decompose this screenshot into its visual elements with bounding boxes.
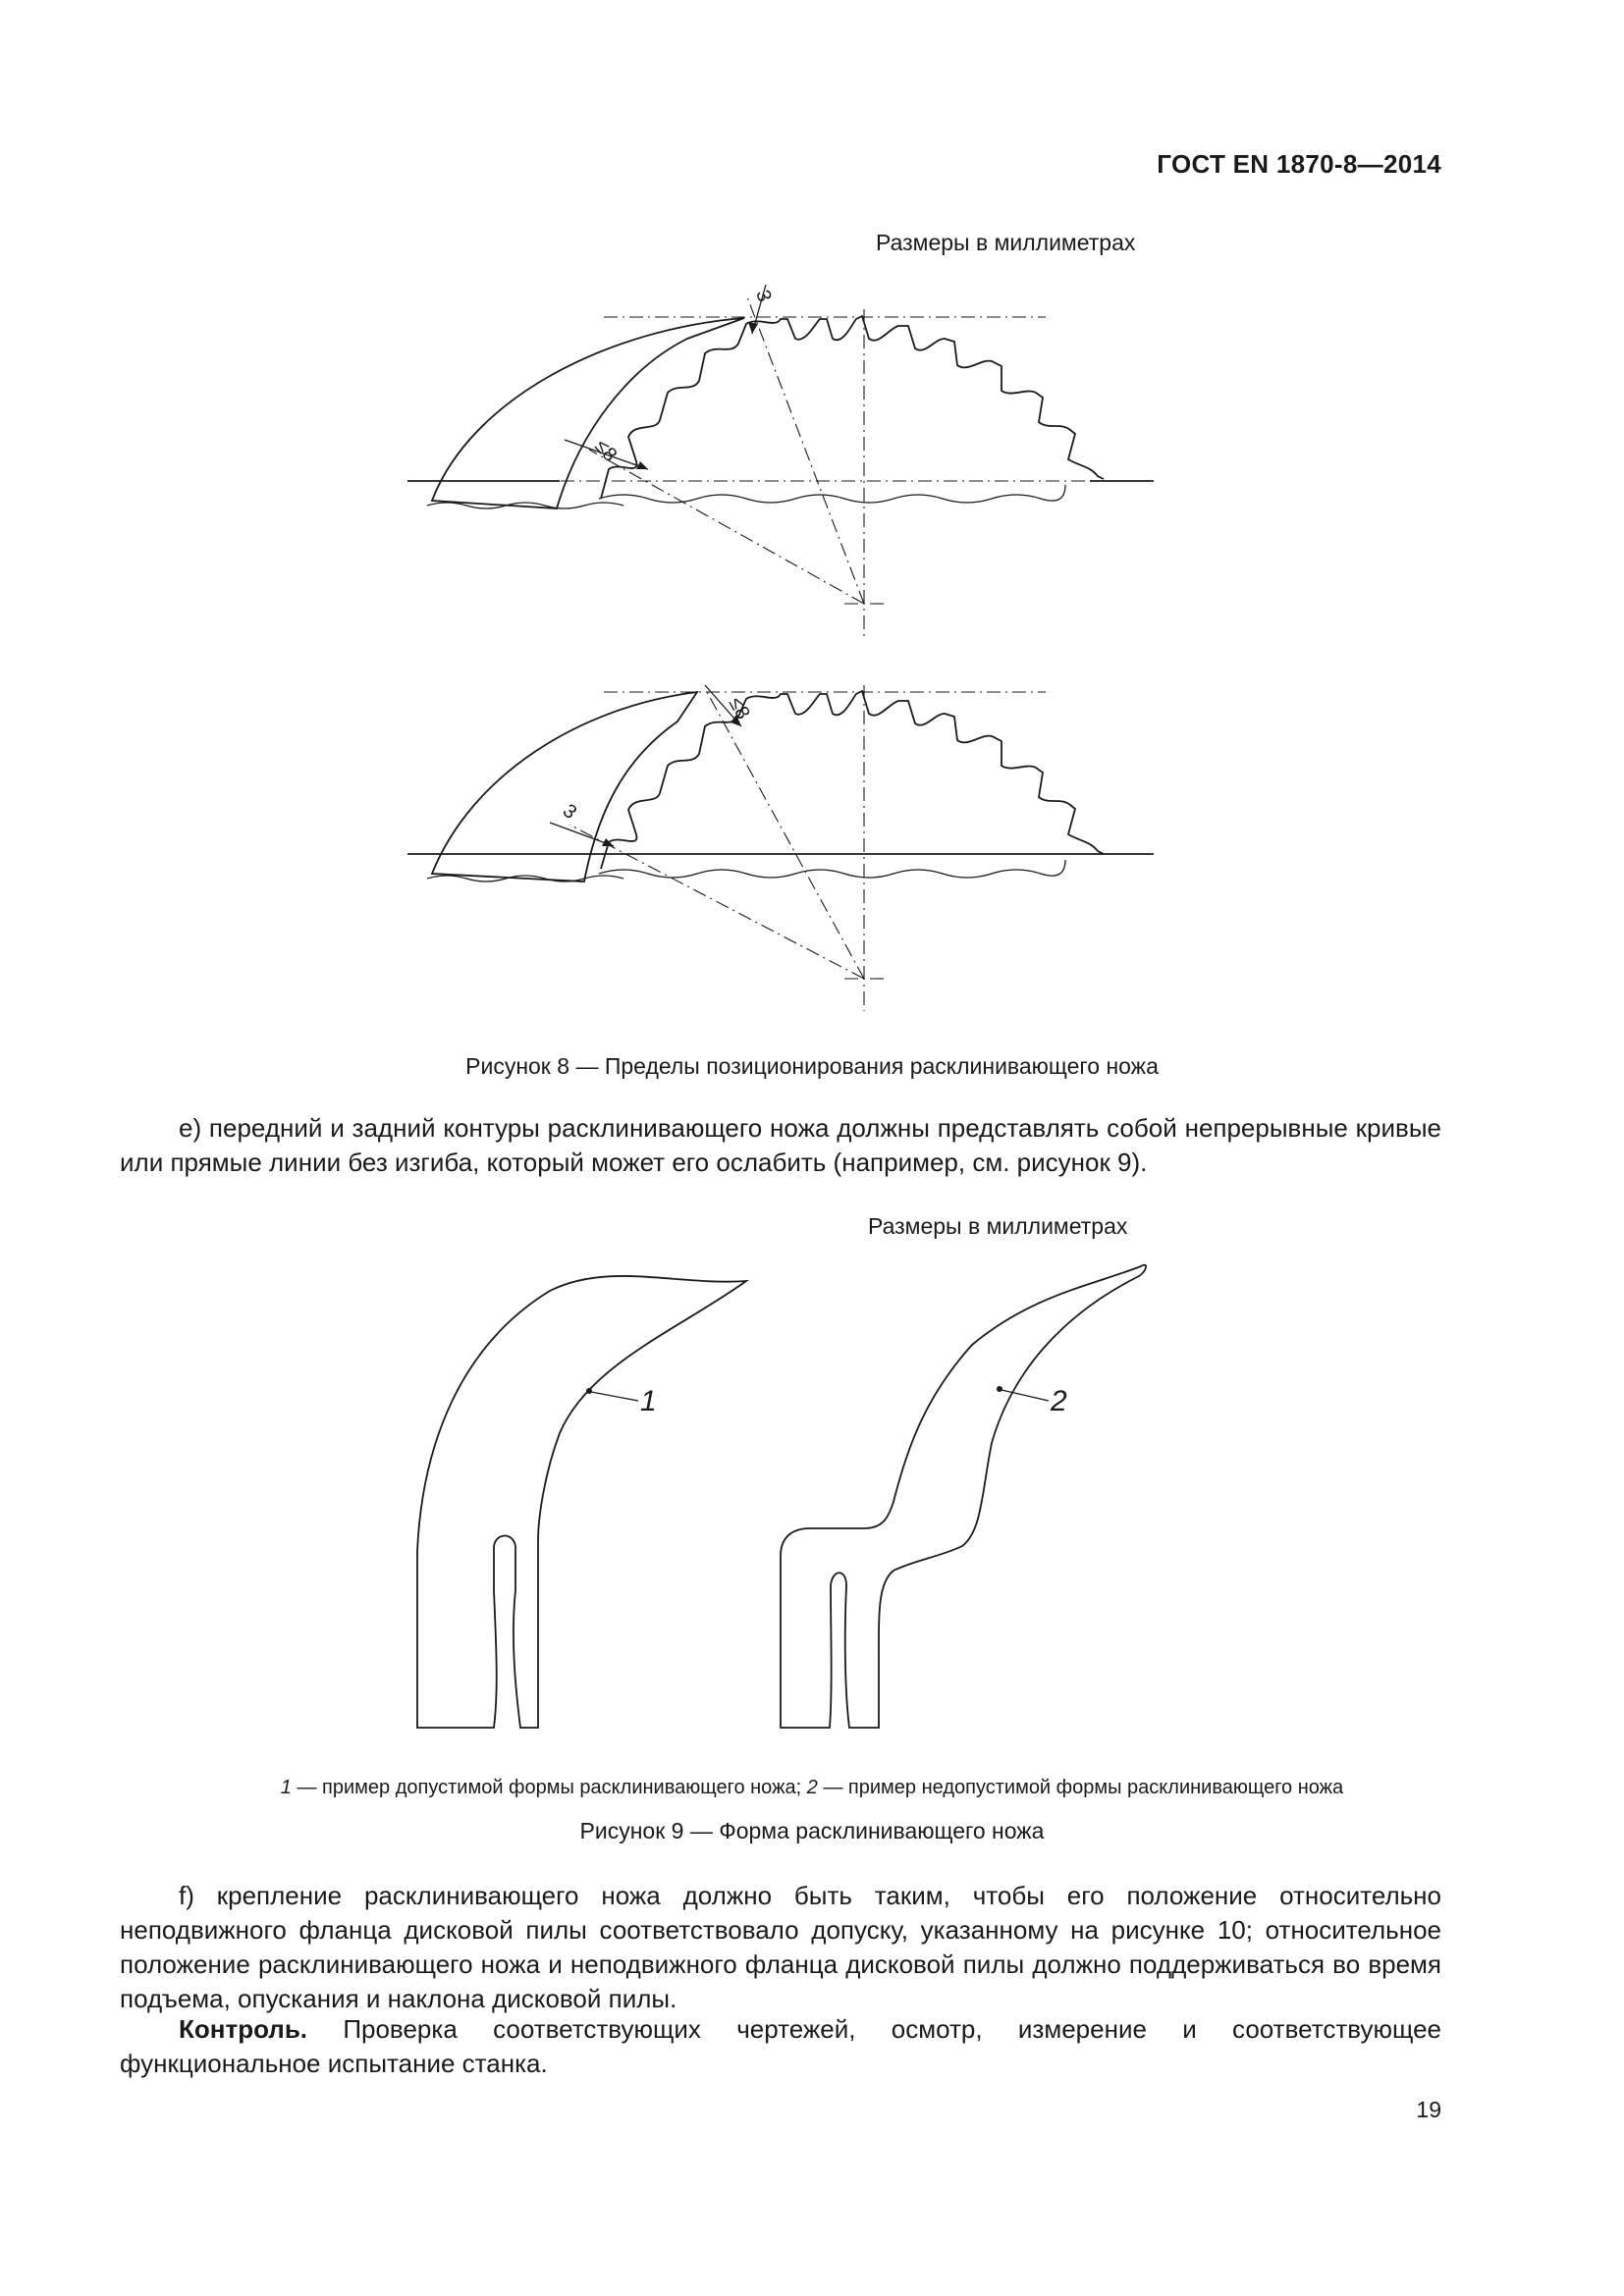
figure8-top-drawing [407, 285, 1154, 638]
legend-text-2: — пример недопустимой формы расклинивающего ножа [817, 1777, 1344, 1798]
figure9-label-1: 1 [640, 1385, 657, 1417]
control-lead: Контроль. [179, 2014, 308, 2044]
figure8-units-note: Размеры в миллиметрах [876, 230, 1136, 255]
legend-num-2: 2 [806, 1777, 818, 1798]
paragraph-f: f) крепление расклинивающего ножа должно быть таким, чтобы его положение относительно неподвижного фланца дисковой пилы соответствовало допуску, указанному на рисунке 10; относительное положение расклинивающего ножа и неподвижного фланца дисковой пилы должно поддерживаться во время подъема, опускания и наклона дисковой пилы. [120, 1881, 1441, 2013]
page-number: 19 [1416, 2097, 1441, 2122]
figure9-legend [0, 1777, 1624, 1799]
legend-text-1: — пример допустимой формы расклинивающего ножа; [291, 1777, 807, 1798]
paragraph-e: е) передний и задний контуры расклинивающего ножа должны представлять собой непрерывные кривые или прямые линии без изгиба, который может его ослабить (например, см. рисунок 9). [120, 1113, 1441, 1177]
figure9-units-note: Размеры в миллиметрах [868, 1213, 1128, 1239]
standard-code: ГОСТ EN 1870-8—2014 [1157, 149, 1441, 179]
figure8-caption: Рисунок 8 — Пределы позиционирования расклинивающего ножа [465, 1053, 1159, 1079]
figure9-caption: Рисунок 9 — Форма расклинивающего ножа [579, 1818, 1045, 1843]
figure9-knife-2 [781, 1265, 1146, 1728]
figure9-label-2: 2 [1051, 1385, 1067, 1417]
figure9-knife-1 [417, 1276, 746, 1728]
legend-num-1: 1 [280, 1777, 292, 1798]
figure8-bottom-drawing [407, 685, 1154, 1011]
figure8-top-dim-3: 3 [751, 287, 776, 305]
figure8-bottom-dim-8: ≤8 [724, 693, 754, 723]
control-text: Проверка соответствующих чертежей, осмотр, измерение и соответствующее функциональное испытание станка. [120, 2014, 1441, 2078]
figure8-bottom-dim-3: 3 [558, 799, 581, 824]
figure8-top-dim-8: ≤8 [590, 435, 622, 466]
control-paragraph [120, 2012, 1441, 2081]
